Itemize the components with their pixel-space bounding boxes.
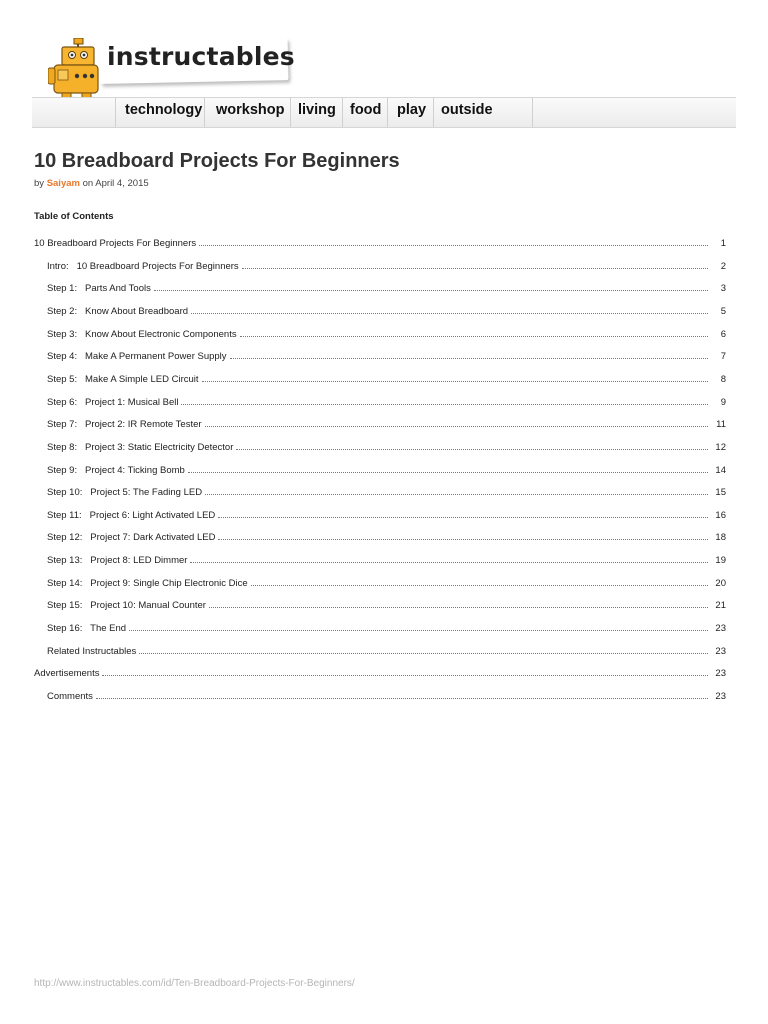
toc-entry-label: Step 2: Know About Breadboard	[47, 305, 189, 317]
toc-entry[interactable]	[47, 371, 726, 385]
toc-entry-label: Step 1: Parts And Tools	[47, 283, 151, 295]
toc-page-number: 23	[715, 691, 726, 702]
toc-entry[interactable]	[47, 258, 726, 272]
toc-entry-label: Comments	[47, 691, 93, 702]
toc-page-number: 2	[720, 260, 726, 272]
toc-entry[interactable]	[47, 394, 726, 408]
toc-entry[interactable]	[47, 575, 726, 589]
toc-entry-label: Step 14: Project 9: Single Chip Electronic Dice	[47, 577, 248, 589]
toc-leader-dots	[242, 268, 708, 269]
nav-divider	[342, 98, 343, 127]
publish-date: on April 4, 2015	[82, 178, 149, 189]
toc-leader-dots	[251, 585, 708, 586]
toc-entry-label: Advertisements	[34, 668, 100, 680]
toc-entry[interactable]	[47, 507, 726, 521]
toc-page-number: 1	[720, 238, 726, 249]
toc-entry[interactable]	[47, 280, 726, 294]
toc-entry-label: Intro: 10 Breadboard Projects For Beginners	[47, 260, 239, 272]
nav-divider	[387, 98, 388, 127]
toc-page-number: 14	[715, 464, 726, 476]
toc-leader-dots	[240, 336, 708, 337]
toc-entry[interactable]	[34, 665, 726, 679]
toc-entry[interactable]	[47, 348, 726, 362]
toc-leader-dots	[205, 426, 708, 427]
toc-entry[interactable]	[47, 688, 726, 702]
toc-page-number: 15	[715, 487, 726, 499]
nav-living[interactable]: living	[298, 102, 336, 118]
toc-entry-label: Step 10: Project 5: The Fading LED	[47, 487, 203, 499]
toc-leader-dots	[205, 494, 708, 495]
toc-leader-dots	[181, 404, 708, 405]
toc-entry-label: Step 6: Project 1: Musical Bell	[47, 396, 179, 408]
toc-entry[interactable]	[47, 529, 726, 543]
toc-page-number: 20	[715, 577, 726, 589]
toc-entry[interactable]	[47, 303, 726, 317]
toc-entry[interactable]	[47, 416, 726, 430]
toc-entry[interactable]	[47, 552, 726, 566]
nav-food[interactable]: food	[350, 102, 382, 118]
toc-page-number: 16	[715, 509, 726, 521]
toc-leader-dots	[129, 630, 708, 631]
toc-page-number: 6	[720, 328, 726, 340]
toc-entry-label: Related Instructables	[47, 645, 137, 657]
nav-divider	[204, 98, 205, 127]
toc-page-number: 11	[716, 419, 726, 431]
toc-entry[interactable]	[47, 620, 726, 634]
toc-leader-dots	[188, 472, 708, 473]
toc-entry-label: Step 9: Project 4: Ticking Bomb	[47, 464, 185, 476]
toc-entry[interactable]	[47, 326, 726, 340]
toc-entry-label: Step 13: Project 8: LED Dimmer	[47, 555, 188, 567]
toc-page-number: 5	[720, 305, 726, 317]
toc-page-number: 12	[715, 441, 726, 453]
toc-page-number: 23	[715, 623, 726, 635]
footer-url[interactable]: http://www.instructables.com/id/Ten-Breadboard-Projects-For-Beginners/	[34, 978, 355, 989]
toc-page-number: 8	[720, 373, 726, 385]
toc-entry[interactable]	[47, 462, 726, 476]
toc-entry[interactable]	[47, 597, 726, 611]
toc-page-number: 21	[715, 600, 726, 612]
toc-leader-dots	[230, 358, 708, 359]
toc-page-number: 18	[715, 532, 726, 544]
nav-divider	[433, 98, 434, 127]
nav-technology[interactable]: technology	[125, 102, 203, 118]
byline-prefix: by	[34, 178, 45, 189]
site-logo-text[interactable]: instructables	[107, 42, 295, 71]
toc-page-number: 7	[720, 351, 726, 363]
toc-leader-dots	[96, 698, 708, 699]
page-title: 10 Breadboard Projects For Beginners	[34, 150, 400, 172]
nav-workshop[interactable]: workshop	[216, 102, 285, 118]
toc-page-number: 9	[720, 396, 726, 408]
toc-leader-dots	[218, 539, 708, 540]
toc-page-number: 23	[715, 645, 726, 657]
toc-leader-dots	[154, 290, 708, 291]
toc-entry-label: Step 3: Know About Electronic Components	[47, 328, 237, 340]
toc-leader-dots	[191, 313, 708, 314]
toc-leader-dots	[102, 675, 708, 676]
toc-leader-dots	[190, 562, 708, 563]
toc-entry-label: Step 5: Make A Simple LED Circuit	[47, 373, 199, 385]
category-navbar	[32, 97, 736, 128]
toc-leader-dots	[236, 449, 708, 450]
toc-entry-label: Step 7: Project 2: IR Remote Tester	[47, 419, 202, 431]
author-link[interactable]: Saiyam	[46, 178, 80, 189]
toc-leader-dots	[218, 517, 708, 518]
toc-entry-label: Step 15: Project 10: Manual Counter	[47, 600, 206, 612]
nav-divider	[290, 98, 291, 127]
toc-leader-dots	[209, 607, 708, 608]
toc-entry-label: Step 11: Project 6: Light Activated LED	[47, 509, 216, 521]
toc-leader-dots	[202, 381, 708, 382]
toc-entry-label: Step 8: Project 3: Static Electricity Detector	[47, 441, 234, 453]
nav-divider	[532, 98, 533, 127]
toc-page-number: 3	[720, 283, 726, 295]
toc-page-number: 19	[715, 555, 726, 567]
toc-heading: Table of Contents	[34, 211, 114, 222]
toc-entry[interactable]	[47, 484, 726, 498]
toc-entry[interactable]	[47, 439, 726, 453]
toc-page-number: 23	[715, 668, 726, 680]
toc-leader-dots	[199, 245, 708, 246]
toc-entry-label: 10 Breadboard Projects For Beginners	[34, 238, 197, 249]
toc-entry-label: Step 4: Make A Permanent Power Supply	[47, 351, 227, 363]
nav-outside[interactable]: outside	[441, 102, 493, 118]
toc-entry[interactable]	[34, 235, 726, 249]
toc-entry[interactable]	[47, 643, 726, 657]
toc-entry-label: Step 16: The End	[47, 623, 127, 635]
toc-entry-label: Step 12: Project 7: Dark Activated LED	[47, 532, 216, 544]
nav-divider	[115, 98, 116, 127]
toc-leader-dots	[139, 653, 708, 654]
byline	[34, 178, 149, 189]
nav-play[interactable]: play	[397, 102, 427, 118]
